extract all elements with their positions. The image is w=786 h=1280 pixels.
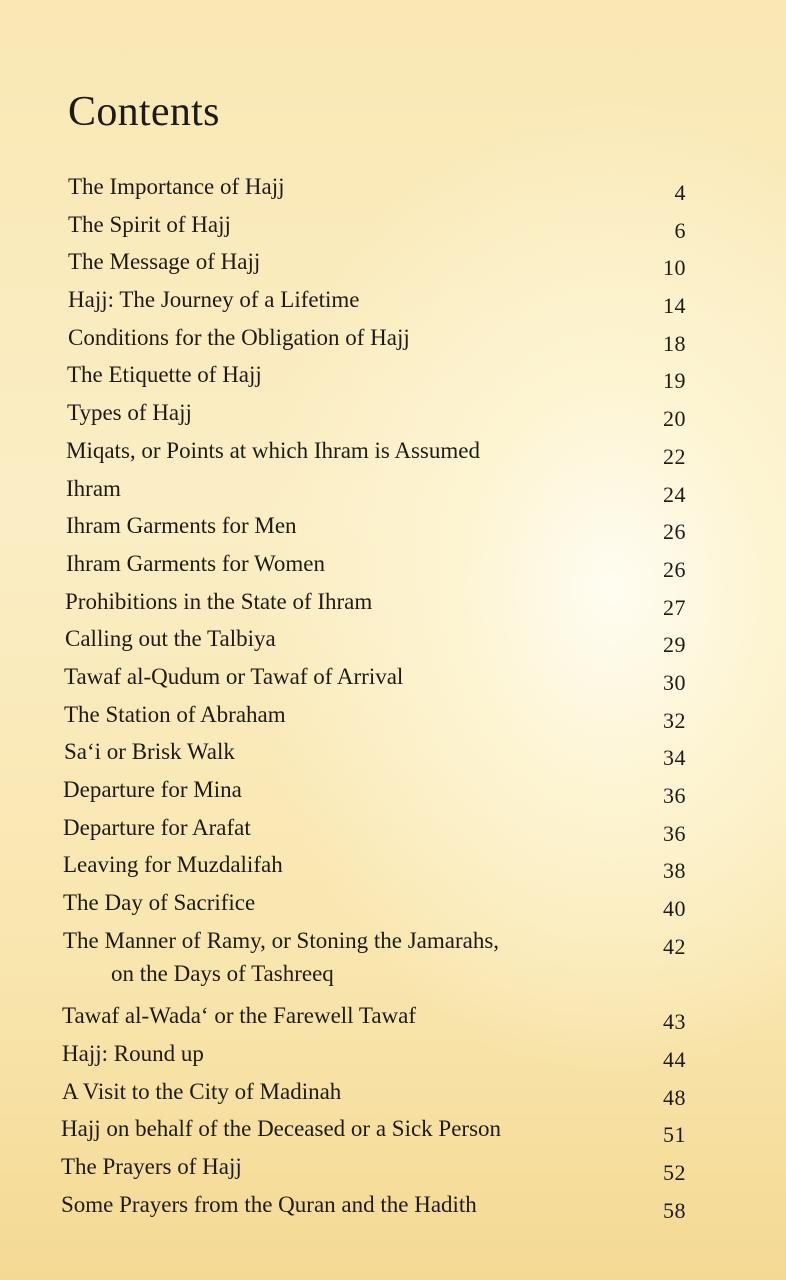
- toc-entry-title: [68, 281, 359, 319]
- toc-entry-title: [61, 1186, 477, 1224]
- toc-entry-title: [61, 1110, 501, 1148]
- toc-entry-title: [67, 356, 262, 394]
- toc-entry-page-number: 32: [663, 707, 686, 733]
- toc-entry-page-number: 38: [663, 858, 686, 884]
- toc-entry-page-number: 26: [663, 519, 686, 545]
- toc-entry: [0, 771, 786, 809]
- toc-entry-title-line: Types of Hajj: [67, 400, 192, 426]
- toc-entry-title: [62, 997, 416, 1035]
- toc-entry-title-line: Hajj on behalf of the Deceased or a Sick Person: [61, 1116, 502, 1142]
- toc-entry-title: [66, 507, 297, 545]
- toc-entry-page-number: 4: [674, 180, 686, 205]
- toc-entry-title-line: Sa‘i or Brisk Walk: [64, 739, 235, 765]
- toc-entry-title-line: A Visit to the City of Madinah: [62, 1078, 342, 1104]
- toc-entry-page-number: 22: [663, 443, 686, 469]
- toc-entry-title: [63, 809, 251, 847]
- toc-entry: [0, 432, 786, 470]
- toc-entry-title: [65, 583, 372, 621]
- toc-entry: [0, 846, 786, 884]
- toc-entry-title: [64, 696, 286, 734]
- toc-entry-page-number: 40: [663, 896, 686, 922]
- toc-entry-title: [67, 394, 192, 432]
- toc-entry-title: [68, 206, 231, 244]
- page-title: Contents: [68, 89, 220, 135]
- toc-entry: [0, 470, 786, 508]
- toc-entry: [0, 1073, 786, 1111]
- toc-entry: [0, 243, 786, 281]
- toc-entry: [0, 733, 786, 771]
- toc-entry-title-line: Calling out the Talbiya: [65, 626, 276, 652]
- toc-entry: [0, 1186, 786, 1224]
- toc-entry-title: [61, 1148, 242, 1186]
- toc-entry-title: [62, 1073, 341, 1111]
- toc-entry: [0, 658, 786, 696]
- toc-entry-page-number: 30: [663, 669, 686, 695]
- toc-entry-page-number: 34: [663, 745, 686, 771]
- toc-entry-title: [66, 470, 121, 508]
- toc-entry-title-continuation: on the Days of Tashreeq: [111, 961, 334, 987]
- toc-entry-page-number: 10: [663, 255, 686, 281]
- toc-entry-title-line: The Manner of Ramy, or Stoning the Jamarahs,: [63, 927, 500, 953]
- toc-entry-title-line: The Day of Sacrifice: [63, 890, 256, 916]
- toc-entry: [0, 281, 786, 319]
- toc-entry-title-line: Leaving for Muzdalifah: [63, 852, 283, 878]
- toc-entry: [0, 922, 786, 997]
- toc-entry: [0, 1035, 786, 1073]
- toc-entry-page-number: 27: [663, 594, 686, 620]
- toc-entry-page-number: 36: [663, 783, 686, 808]
- toc-entry-page-number: 42: [663, 933, 686, 959]
- toc-entry-page-number: 19: [663, 368, 686, 394]
- toc-entry-title: [64, 658, 403, 696]
- toc-entry: [0, 206, 786, 244]
- toc-entry-title: [63, 884, 255, 922]
- toc-entry-page-number: 43: [663, 1009, 686, 1035]
- table-of-contents: [0, 168, 786, 1223]
- toc-entry-title: [64, 733, 235, 771]
- toc-entry-title: [66, 545, 325, 583]
- toc-entry-page-number: 26: [663, 556, 686, 582]
- toc-entry: [0, 1110, 786, 1148]
- toc-entry: [0, 620, 786, 658]
- toc-entry-page-number: 36: [663, 820, 686, 846]
- toc-entry-page-number: 44: [663, 1046, 686, 1072]
- toc-entry-title-line: Tawaf al-Qudum or Tawaf of Arrival: [64, 663, 404, 689]
- toc-entry-title: [68, 319, 410, 357]
- toc-entry-page-number: 52: [663, 1159, 686, 1185]
- toc-entry-title-line: Ihram: [66, 475, 121, 501]
- toc-entry-title: [62, 1035, 204, 1073]
- toc-entry: [0, 168, 786, 206]
- toc-entry-page-number: 29: [663, 632, 686, 658]
- toc-entry: [0, 507, 786, 545]
- toc-entry-title-line: The Spirit of Hajj: [68, 211, 231, 237]
- toc-entry: [0, 696, 786, 734]
- toc-entry-title-line: Tawaf al-Wada‘ or the Farewell Tawaf: [62, 1003, 417, 1029]
- toc-entry-title: [66, 432, 480, 470]
- toc-entry-page-number: 20: [663, 406, 686, 432]
- toc-entry-title-line: Conditions for the Obligation of Hajj: [68, 324, 410, 350]
- toc-entry-page-number: 24: [663, 481, 686, 507]
- toc-entry-title-line: Miqats, or Points at which Ihram is Assumed: [66, 437, 480, 463]
- toc-entry-title-line: Hajj: The Journey of a Lifetime: [68, 287, 360, 313]
- toc-entry: [0, 809, 786, 847]
- toc-entry-page-number: 51: [663, 1122, 686, 1148]
- toc-entry-title: [68, 243, 260, 281]
- toc-entry: [0, 394, 786, 432]
- toc-entry: [0, 356, 786, 394]
- toc-entry-title-line: Departure for Arafat: [63, 814, 251, 840]
- toc-entry-title: [63, 771, 242, 809]
- toc-entry-page-number: 18: [663, 330, 686, 356]
- toc-entry-title: [63, 846, 283, 884]
- toc-entry-title-line: The Importance of Hajj: [68, 174, 285, 199]
- toc-entry: [0, 319, 786, 357]
- toc-entry-title-line: Ihram Garments for Men: [66, 513, 297, 539]
- toc-entry: [0, 545, 786, 583]
- toc-entry-title-line: The Prayers of Hajj: [61, 1153, 242, 1179]
- toc-entry-title-line: Some Prayers from the Quran and the Hadith: [61, 1191, 477, 1217]
- toc-entry-page-number: 14: [663, 293, 686, 319]
- toc-entry-title: [65, 620, 276, 658]
- toc-entry-title-line: Ihram Garments for Women: [66, 550, 325, 576]
- toc-entry-title-line: Hajj: Round up: [62, 1040, 204, 1066]
- toc-entry-title-line: Prohibitions in the State of Ihram: [65, 588, 373, 614]
- toc-entry-title: [63, 922, 499, 990]
- toc-entry: [0, 583, 786, 621]
- toc-entry-title: [68, 168, 285, 206]
- toc-entry-page-number: 48: [663, 1084, 686, 1110]
- toc-entry-title-line: Departure for Mina: [63, 777, 242, 802]
- toc-entry: [0, 884, 786, 922]
- toc-entry-title-line: The Etiquette of Hajj: [67, 362, 262, 388]
- toc-entry: [0, 1148, 786, 1186]
- toc-entry: [0, 997, 786, 1035]
- toc-entry-title-line: The Station of Abraham: [64, 701, 286, 727]
- toc-entry-title-line: The Message of Hajj: [68, 249, 261, 275]
- toc-entry-page-number: 58: [663, 1197, 686, 1223]
- toc-entry-page-number: 6: [674, 217, 686, 243]
